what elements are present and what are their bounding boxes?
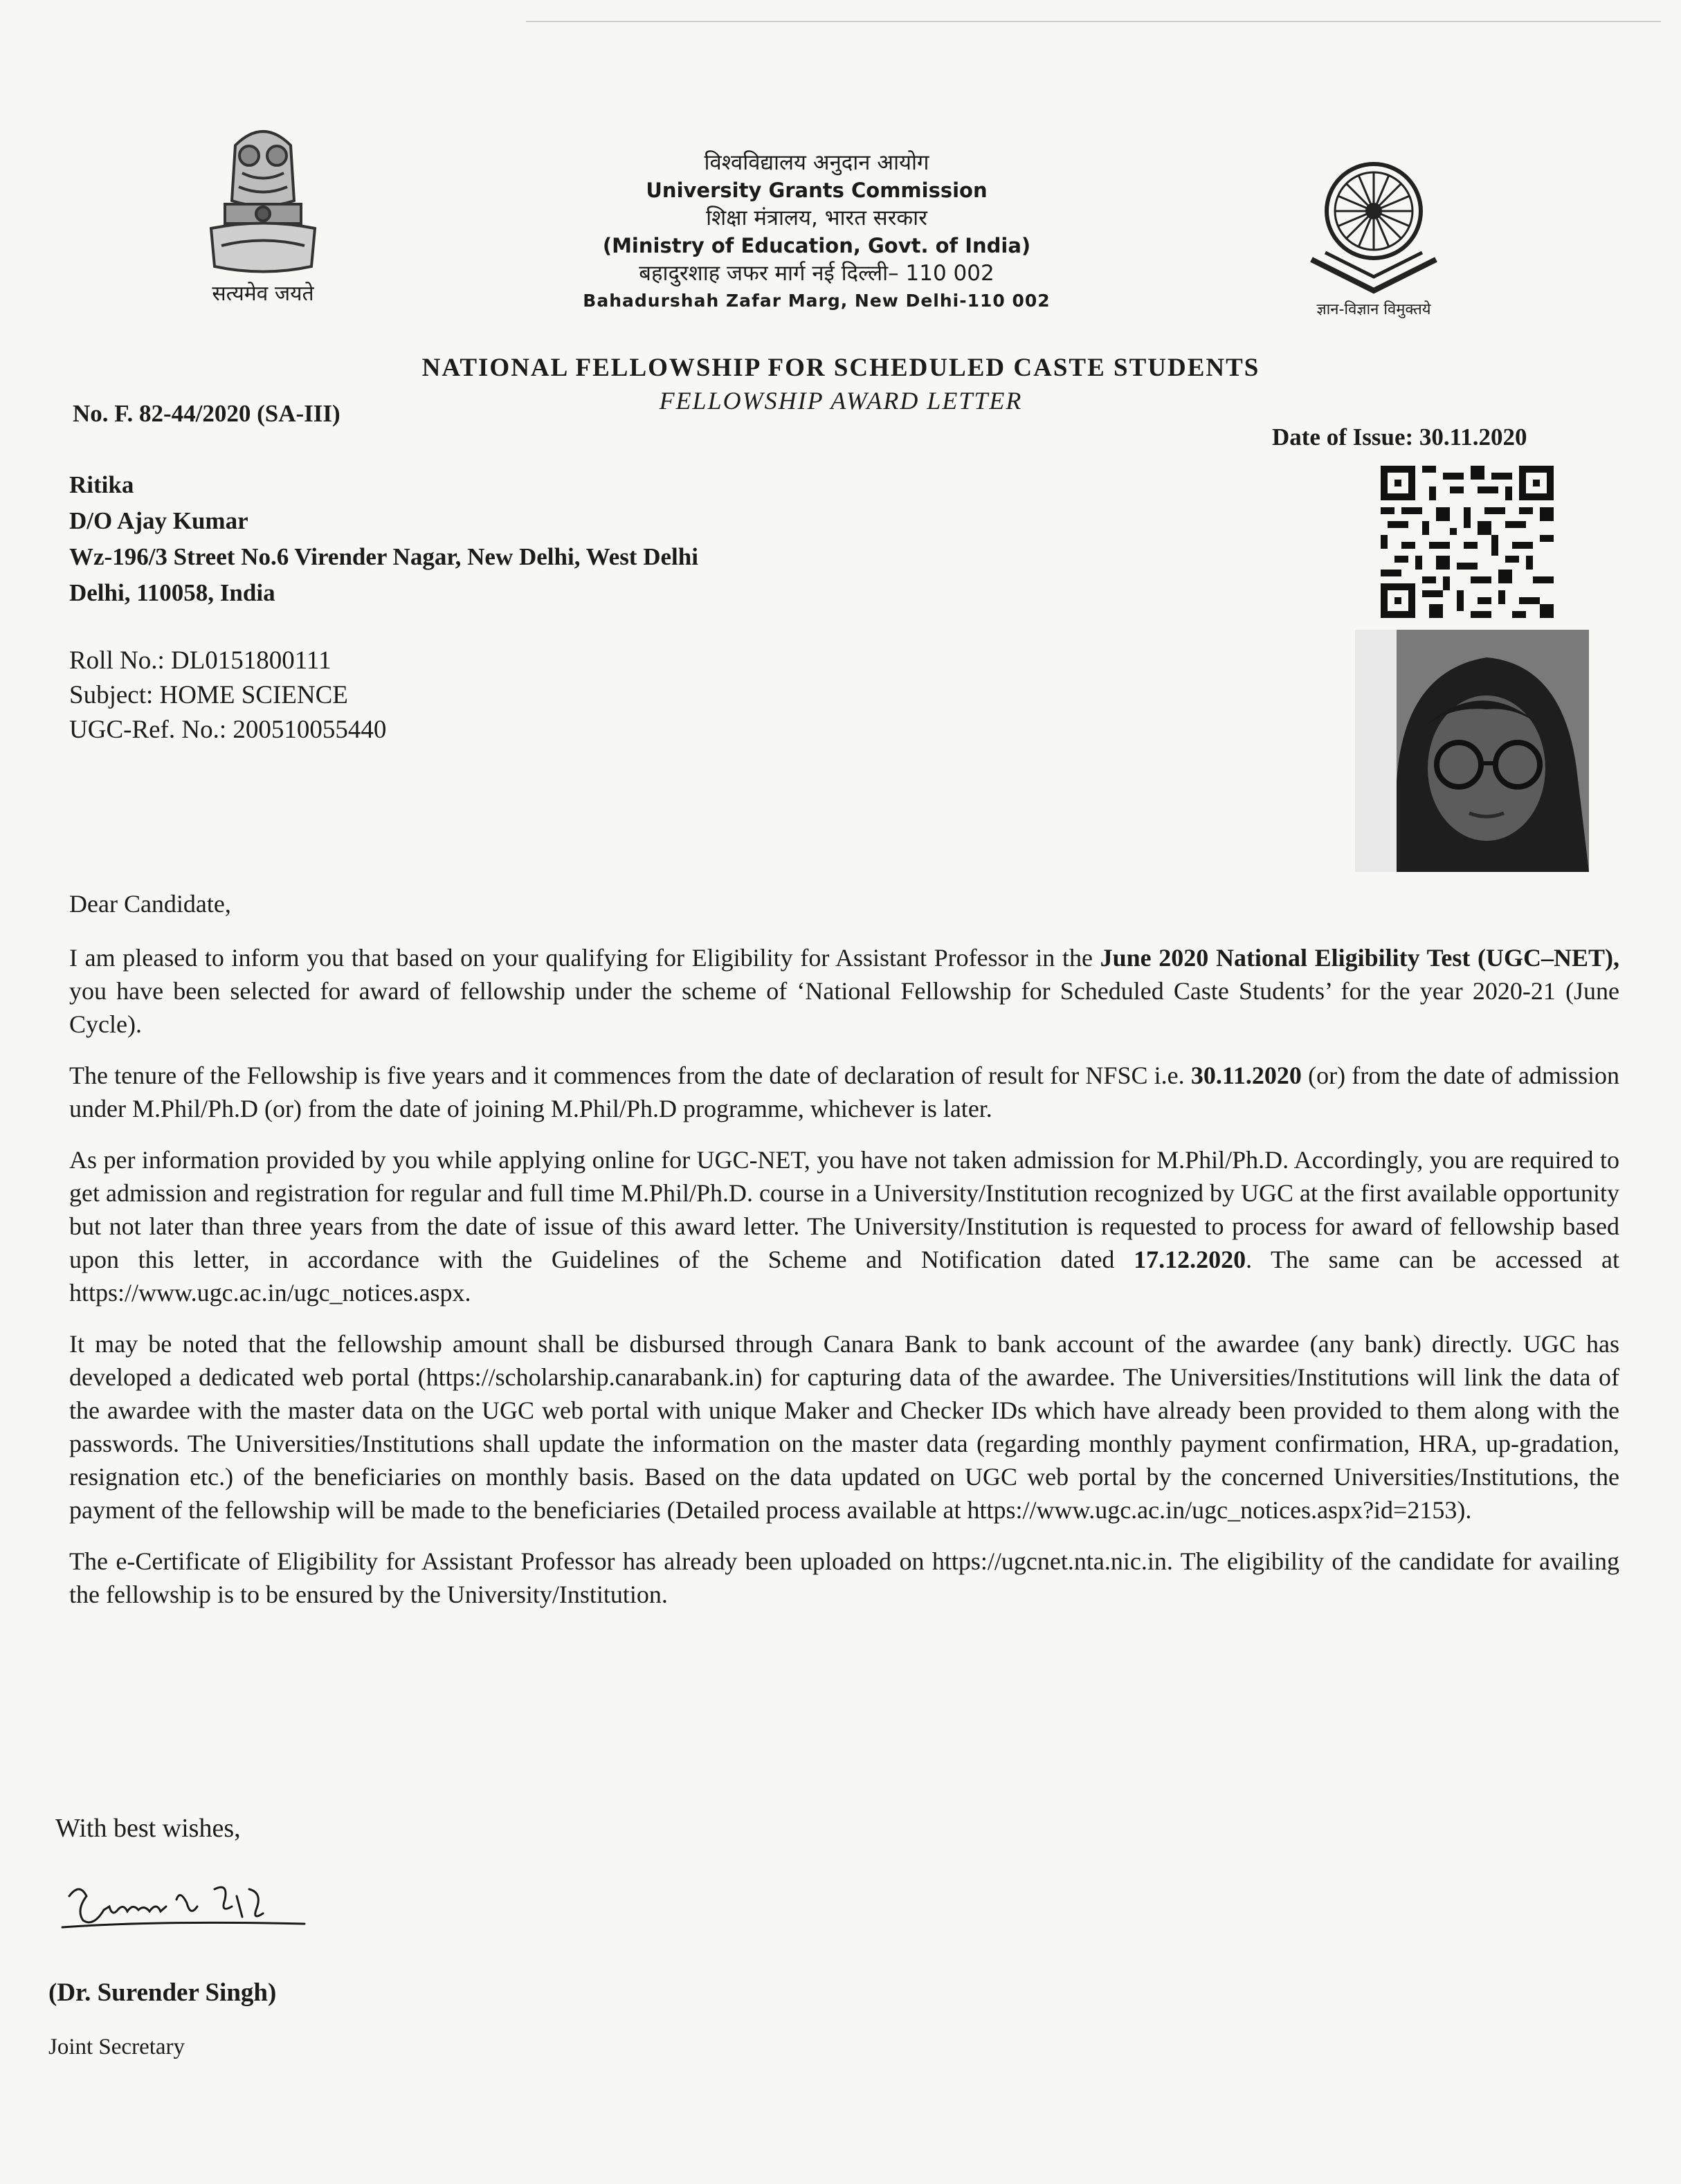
ugc-reference-number: UGC-Ref. No.: 200510055440: [69, 716, 387, 744]
national-emblem: [173, 118, 353, 318]
candidate-photo: [1355, 630, 1589, 872]
paragraph-1-text-a: I am pleased to inform you that based on your qualifying for Eligibility for Assistant Professor in the: [69, 944, 1100, 972]
paragraph-3-text-a: As per information provided by you while applying online for UGC-NET, you have not taken admission for M.Phil/Ph.D. Accordingly, you are required to get admission and registration for regular and full time M.Phil/Ph.D. course in a University/Institution recognized by UGC at the first available opportunity but not later than three years from the date of issue of this award letter. The University/Institution is requested to process for award of fellowship based upon this letter, in accordance with the Guidelines of the Scheme and Notification dated: [69, 1146, 1619, 1273]
paragraph-2-bold: 30.11.2020: [1190, 1062, 1302, 1089]
recipient-address-line1: Wz-196/3 Street No.6 Virender Nagar, New Delhi, West Delhi: [69, 543, 698, 570]
qr-code: [1381, 465, 1554, 619]
recipient-address: [69, 467, 698, 611]
paragraph-3: [69, 1143, 1619, 1309]
ministry-english: (Ministry of Education, Govt. of India): [602, 234, 1031, 257]
signatory-designation: Joint Secretary: [48, 2035, 185, 2059]
emblem-motto: सत्यमेव जयते: [212, 282, 314, 306]
roll-number: Roll No.: DL0151800111: [69, 646, 331, 675]
letter-body: [69, 887, 1619, 1629]
recipient-address-line2: Delhi, 110058, India: [69, 579, 275, 606]
paragraph-5: The e-Certificate of Eligibility for Assistant Professor has already been uploaded on https://ugcnet.nta.nic.in. The eligibility of the candidate for availing the fellowship is to be ensured by the University/Institution.: [69, 1547, 1619, 1608]
reference-number: No. F. 82-44/2020 (SA-III): [73, 400, 340, 427]
paragraph-2-text-c: (or) from the date of admission under M.Phil/Ph.D (or) from the date of joining M.Phil/Ph.D programme, whichever is later.: [69, 1062, 1620, 1122]
recipient-relation: D/O Ajay Kumar: [69, 507, 248, 534]
paragraph-1-text-c: you have been selected for award of fellowship under the scheme of ‘National Fellowship for Scheduled Caste Students’ for the year 2020-21 (June Cycle).: [69, 977, 1619, 1038]
paragraph-1: [69, 941, 1619, 1041]
paragraph-1-bold: June 2020 National Eligibility Test (UGC–NET),: [1100, 944, 1619, 972]
top-divider: [526, 21, 1661, 22]
paragraph-2: [69, 1059, 1619, 1125]
date-of-issue: Date of Issue: 30.11.2020: [1272, 424, 1527, 451]
ugc-logo: [1287, 156, 1460, 336]
subject: Subject: HOME SCIENCE: [69, 681, 348, 709]
qr-code-icon: [1381, 465, 1554, 619]
ugc-wheel-icon: [1298, 156, 1450, 294]
signatory-name: (Dr. Surender Singh): [48, 1978, 277, 2007]
closing: With best wishes,: [55, 1814, 241, 1843]
ugc-motto: ज्ञान-विज्ञान विमुक्तये: [1316, 301, 1431, 318]
ugc-header: [554, 149, 1080, 315]
signature: [55, 1868, 318, 1945]
lion-capital-icon: [187, 118, 339, 277]
portrait-icon: [1355, 630, 1589, 872]
ugc-name-hindi: विश्वविद्यालय अनुदान आयोग: [704, 150, 929, 175]
paragraph-3-text-c: . The same can be accessed at https://www.ugc.ac.in/ugc_notices.aspx.: [69, 1246, 1619, 1307]
paragraph-4: It may be noted that the fellowship amount shall be disbursed through Canara Bank to bank account of the awardee (any bank) directly. UGC has developed a dedicated web portal (https://scholarship.canarabank.in) for capturing data of the awardee. The Universities/Institutions will link the data of the awardee with the master data on the UGC web portal with unique Maker and Checker IDs which have already been provided to them along with the passwords. The Universities/Institutions shall update the information on the master data (regarding monthly payment confirmation, HRA, up-gradation, resignation etc.) of the beneficiaries on monthly basis. Based on the data updated on UGC web portal by the concerned Universities/Institutions, the payment of the fellowship will be made to the beneficiaries (Detailed process available at https://www.ugc.ac.in/ugc_notices.aspx?id=2153).: [69, 1330, 1619, 1524]
handwritten-signature-icon: [55, 1868, 318, 1945]
ugc-name-english: University Grants Commission: [646, 179, 988, 202]
paragraph-2-text-a: The tenure of the Fellowship is five years and it commences from the date of declaration of result for NFSC i.e.: [69, 1062, 1191, 1089]
ministry-hindi: शिक्षा मंत्रालय, भारत सरकार: [706, 206, 927, 230]
address-english: Bahadurshah Zafar Marg, New Delhi-110 002: [583, 291, 1051, 311]
address-hindi: बहादुरशाह जफर मार्ग नई दिल्ली– 110 002: [639, 261, 994, 286]
letter-title: NATIONAL FELLOWSHIP FOR SCHEDULED CASTE STUDENTS: [421, 354, 1260, 382]
letter-subtitle: FELLOWSHIP AWARD LETTER: [659, 387, 1023, 415]
paragraph-3-bold: 17.12.2020: [1134, 1246, 1246, 1273]
candidate-details: [69, 644, 386, 747]
recipient-name: Ritika: [69, 471, 134, 498]
salutation: Dear Candidate,: [69, 890, 231, 918]
